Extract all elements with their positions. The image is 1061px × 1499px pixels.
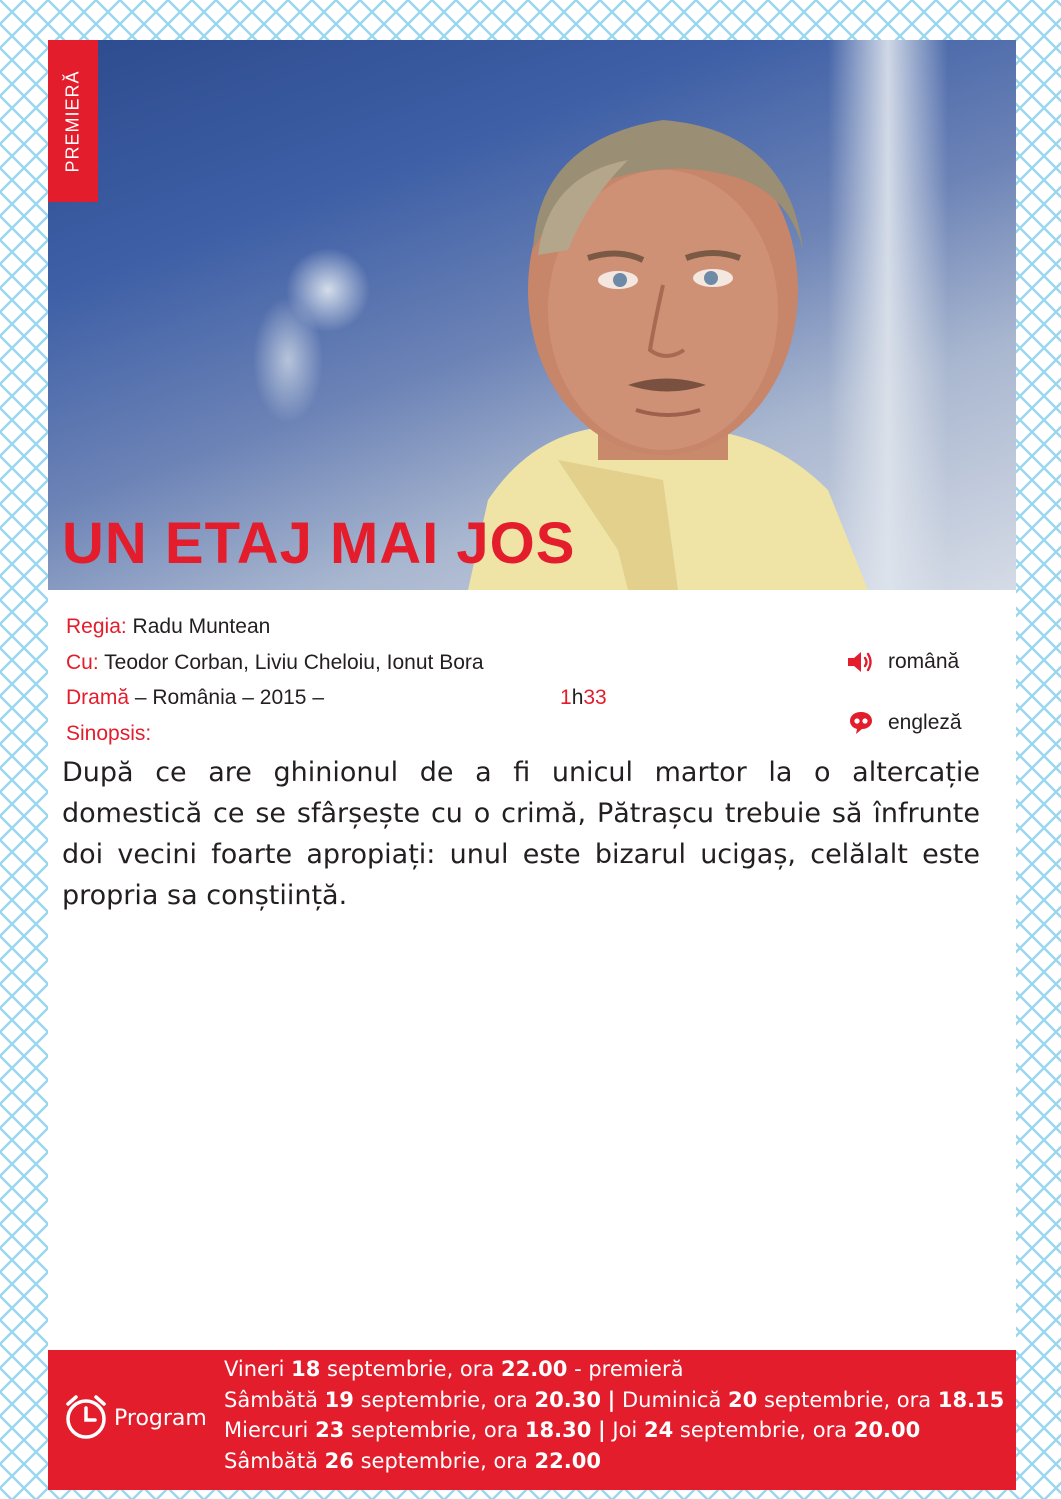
synopsis-text: După ce are ghinionul de a fi unicul martor la o altercație domestică ce se sfârșește cu o crimă, Pătrașcu trebuie să înfrunte doi vecini foarte apropiați: unul este bizarul ucigaș, celălalt este propria sa conștiință. bbox=[62, 757, 980, 911]
subtitle-language-label: engleză bbox=[888, 711, 962, 734]
cast-label: Cu: bbox=[66, 651, 99, 674]
speech-bubble-icon bbox=[848, 710, 874, 736]
synopsis-label: Sinopsis: bbox=[66, 722, 152, 745]
speaker-icon bbox=[846, 650, 874, 674]
schedule-line: Vineri 18 septembrie, ora 22.00 - premieră bbox=[224, 1357, 684, 1381]
film-still bbox=[48, 40, 1016, 590]
cast-line bbox=[66, 651, 484, 675]
genre: Dramă bbox=[66, 686, 130, 709]
subtitle-language bbox=[848, 710, 962, 736]
cast-names: Teodor Corban, Liviu Cheloiu, Ionut Bora bbox=[104, 651, 484, 674]
schedule-line: Sâmbătă 19 septembrie, ora 20.30 | Duminică 20 septembrie, ora 18.15 bbox=[224, 1387, 1005, 1412]
film-title: UN ETAJ MAI JOS bbox=[62, 511, 576, 576]
film-card bbox=[48, 40, 1016, 1490]
genre-line bbox=[66, 686, 324, 710]
audio-language bbox=[846, 650, 959, 674]
schedule-line: Sâmbătă 26 septembrie, ora 22.00 bbox=[224, 1448, 601, 1473]
duration bbox=[560, 686, 607, 710]
director-name: Radu Muntean bbox=[132, 615, 271, 638]
audio-language-label: română bbox=[888, 650, 960, 673]
origin-year: – România – 2015 – bbox=[134, 686, 324, 709]
program-box bbox=[48, 1350, 1016, 1490]
premiere-badge bbox=[48, 40, 98, 202]
duration-h: h bbox=[571, 686, 584, 709]
schedule bbox=[224, 1354, 1004, 1476]
schedule-line: Miercuri 23 septembrie, ora 18.30 | Joi 24 septembrie, ora 20.00 bbox=[224, 1418, 921, 1442]
program-label: Program bbox=[114, 1406, 207, 1431]
duration-minutes: 33 bbox=[583, 686, 607, 709]
duration-hours: 1 bbox=[560, 686, 572, 709]
alarm-clock-icon bbox=[64, 1394, 108, 1440]
synopsis-heading bbox=[66, 722, 151, 746]
director-label: Regia: bbox=[66, 615, 127, 638]
premiere-badge-label: PREMIERĂ bbox=[62, 69, 83, 173]
director-line bbox=[66, 615, 270, 639]
